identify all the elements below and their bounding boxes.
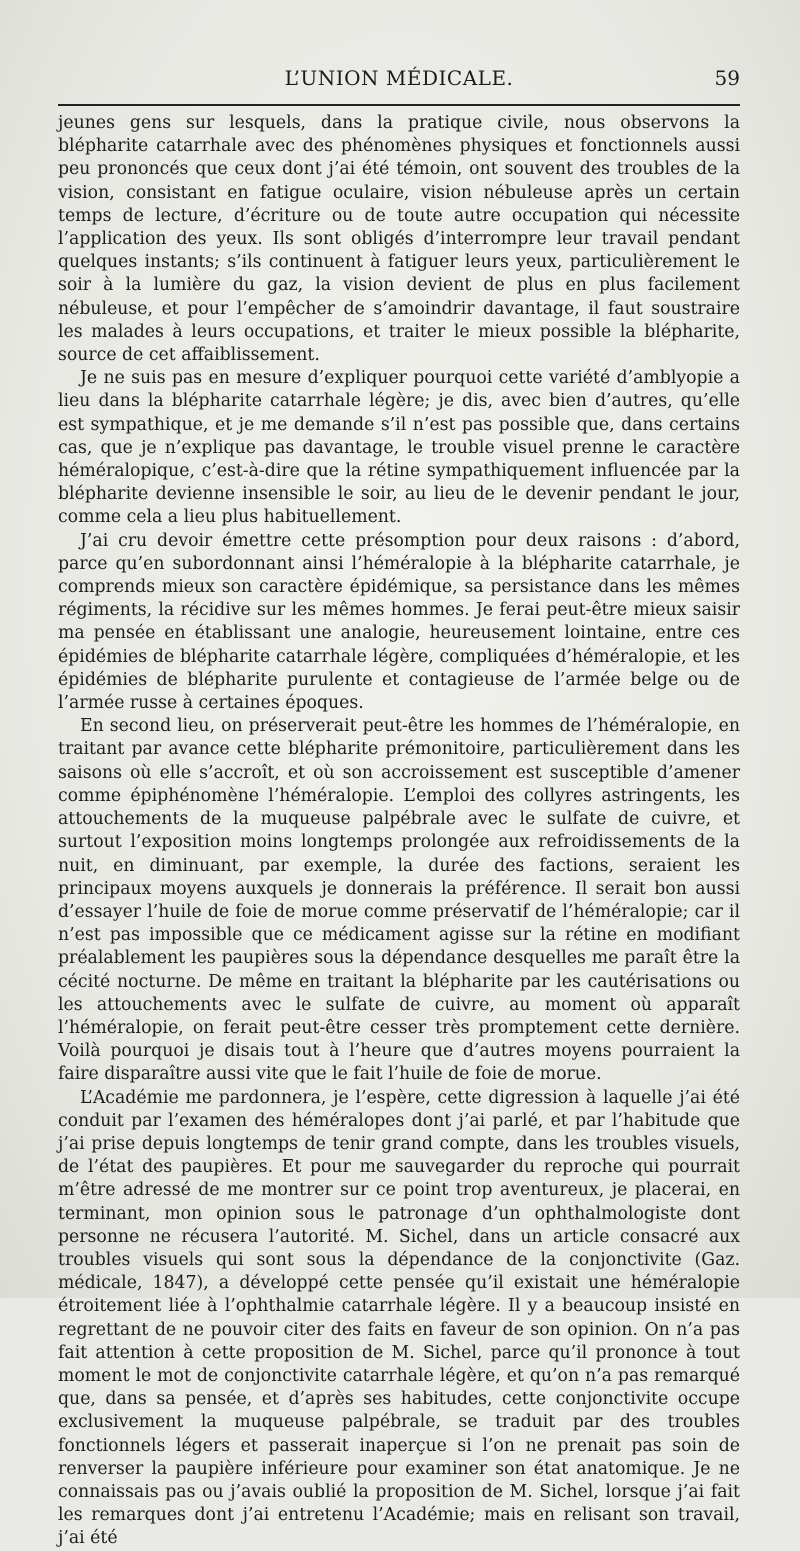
paragraph: L’Académie me pardonnera, je l’espère, cette digression à laquelle j’ai été conduit par l’examen des héméralopes dont j’ai parlé, et par l’habitude que j’ai prise depuis longtemps de tenir grand compte, dans les troubles visuels, de l’état des paupières. Et pour me sauvegarder du reproche qui pourrait m’être adressé de me montrer sur ce point trop aventureux, je placerai, en terminant, mon opinion sous le patronage d’un ophthalmologiste dont personne ne récusera l’autorité. M. Sichel, dans un article consacré aux troubles visuels qui sont sous la dépendance de la conjonctivite (Gaz. médicale, 1847), a développé cette pensée qu’il existait une héméralopie étroitement liée à l’ophthalmie catarrhale légère. Il y a beaucoup insisté en regrettant de ne pouvoir citer des faits en faveur de son opinion. On n’a pas fait attention à cette proposition de M. Sichel, parce qu’il prononce à tout moment le mot de conjonctivite catarrhale légère, et qu’on n’a pas remarqué que, dans sa pensée, et d’après ses habitudes, cette conjonctivite occupe exclusivement la muqueuse palpébrale, se traduit par des troubles fonctionnels légers et passerait inaperçue si l’on ne prenait pas soin de renverser la paupière inférieure pour examiner son état anatomique. Je ne connaissais pas ou j’avais oublié la proposition de M. Sichel, lorsque j’ai fait les remarques dont j’ai entretenu l’Académie; mais en relisant son travail, j’ai été: [58, 1087, 740, 1549]
running-title: L’UNION MÉDICALE.: [284, 66, 514, 90]
paragraph: En second lieu, on préserverait peut-être les hommes de l’héméralopie, en traitant par avance cette blépharite prémonitoire, particulièrement dans les saisons où elle s’accroît, et où son accroissement est susceptible d’amener comme épiphénomène l’héméralopie. L’emploi des collyres astringents, les attouchements de la muqueuse palpébrale avec le sulfate de cuivre, et surtout l’exposition moins longtemps prolongée aux refroidissements de la nuit, en diminuant, par exemple, la durée des factions, seraient les principaux moyens auxquels je donnerais la préférence. Il serait bon aussi d’essayer l’huile de foie de morue comme préservatif de l’héméralopie; car il n’est pas impossible que ce médicament agisse sur la rétine en modifiant préalablement les paupières sous la dépendance desquelles me paraît être la cécité nocturne. De même en traitant la blépharite par les cautérisations ou les attouchements avec le sulfate de cuivre, au moment où apparaît l’héméralopie, on ferait peut-être cesser très promptement cette dernière. Voilà pourquoi je disais tout à l’heure que d’autres moyens pourraient la faire disparaître aussi vite que le fait l’huile de foie de morue.: [58, 716, 740, 1085]
paragraph: Je ne suis pas en mesure d’expliquer pourquoi cette variété d’amblyopie a lieu dans la blépharite catarrhale légère; je dis, avec bien d’autres, qu’elle est sympathique, et je me demande s’il n’est pas possible que, dans certains cas, que je n’explique pas davantage, le trouble visuel prenne le caractère héméralopique, c’est-à-dire que la rétine sympathiquement influencée par la blépharite devienne insensible le soir, au lieu de le devenir pendant le jour, comme cela a lieu plus habituellement.: [58, 368, 740, 528]
page-number: 59: [714, 66, 740, 90]
paragraph: J’ai cru devoir émettre cette présomption pour deux raisons : d’abord, parce qu’en subordonnant ainsi l’héméralopie à la blépharite catarrhale, je comprends mieux son caractère épidémique, sa persistance dans les mêmes régiments, la récidive sur les mêmes hommes. Je ferai peut-être mieux saisir ma pensée en établissant une analogie, heureusement lointaine, entre ces épidémies de blépharite catarrhale légère, compliquées d’héméralopie, et les épidémies de blépharite purulente et contagieuse de l’armée belge ou de l’armée russe à certaines époques.: [58, 530, 740, 714]
body-text: [58, 112, 740, 1551]
paragraph: jeunes gens sur lesquels, dans la pratique civile, nous observons la blépharite catarrhale avec des phénomènes physiques et fonctionnels aussi peu prononcés que ceux dont j’ai été témoin, ont souvent des troubles de la vision, consistant en fatigue oculaire, vision nébuleuse après un certain temps de lecture, d’écriture ou de toute autre occupation qui nécessite l’application des yeux. Ils sont obligés d’interrompre leur travail pendant quelques instants; s’ils continuent à fatiguer leurs yeux, particulièrement le soir à la lumière du gaz, la vision devient de plus en plus facilement nébuleuse, et pour l’empêcher de s’amoindrir davantage, il faut soustraire les malades à leurs occupations, et traiter le mieux possible la blépharite, source de cet affaiblissement.: [58, 113, 740, 366]
running-head: [58, 66, 740, 96]
header-rule: [58, 104, 740, 106]
